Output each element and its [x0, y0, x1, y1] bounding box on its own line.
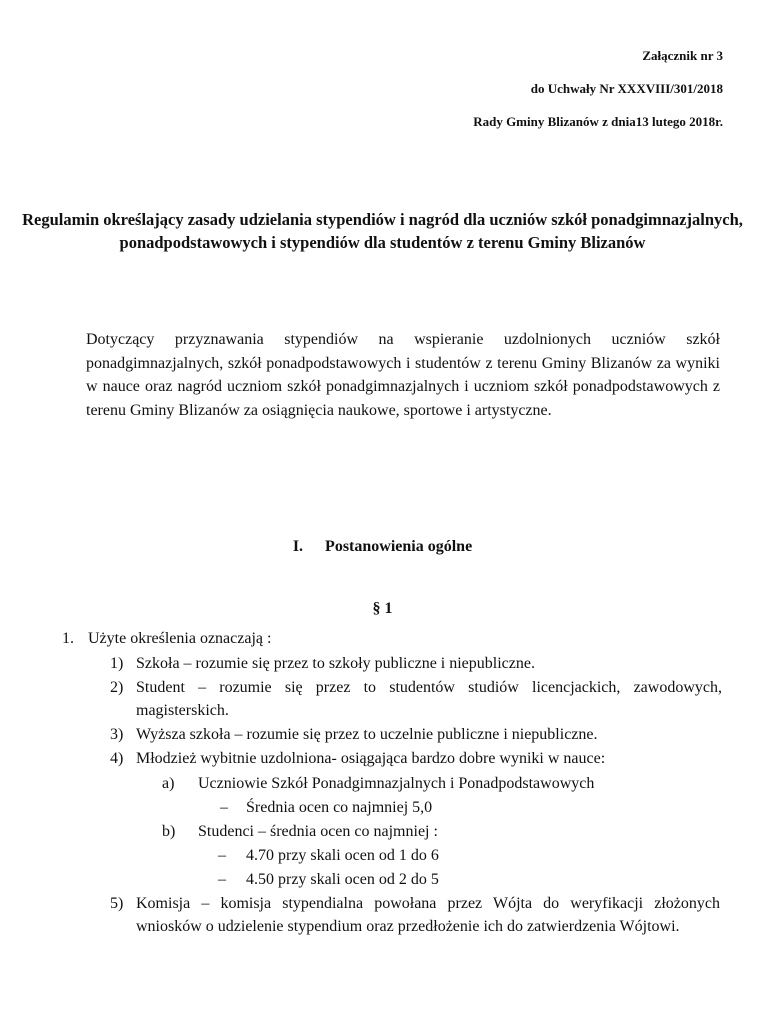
- sub-item-3-marker: 3): [110, 726, 124, 743]
- sub-item-1-marker: 1): [110, 655, 124, 672]
- dash-bullet: –: [218, 871, 226, 888]
- sub-item-2-marker: 2): [110, 679, 124, 696]
- sub-item-4-text: Młodzież wybitnie uzdolniona- osiągająca bardzo dobre wyniki w nauce:: [136, 750, 606, 767]
- council-date: Rady Gminy Blizanów z dnia13 lutego 2018r.: [473, 114, 723, 129]
- average-requirement-scale-2-5: 4.50 przy skali ocen od 2 do 5: [246, 871, 439, 888]
- section-title: Postanowienia ogólne: [325, 538, 473, 555]
- section-heading: [0, 538, 765, 556]
- sub-item-1-text: Szkoła – rozumie się przez to szkoły publiczne i niepubliczne.: [136, 655, 535, 672]
- intro-paragraph: Dotyczący przyznawania stypendiów na wspieranie uzdolnionych uczniów szkół ponadgimnazjalnych, szkół ponadpodstawowych i studentów z terenu Gminy Blizanów za wyniki w nauce oraz nagród uczniom szkół ponadgimnazjalnych i uczniom szkół ponadpodstawowych z terenu Gminy Blizanów za osiągnięcia naukowe, sportowe i artystyczne.: [86, 331, 720, 419]
- sub-sub-item-b-marker: b): [162, 823, 176, 840]
- section-number: I.: [292, 538, 304, 555]
- paragraph-mark: § 1: [372, 600, 393, 617]
- attachment-number: Załącznik nr 3: [642, 48, 723, 63]
- sub-item-2-text: Student – rozumie się przez to studentów studiów licencjackich, zawodowych, magisterskich.: [136, 679, 722, 719]
- sub-sub-item-a-text: Uczniowie Szkół Ponadgimnazjalnych i Ponadpodstawowych: [198, 775, 595, 792]
- list-item-1-text: Użyte określenia oznaczają :: [88, 630, 272, 647]
- average-requirement-pupils: Średnia ocen co najmniej 5,0: [246, 799, 433, 816]
- sub-item-5-text: Komisja – komisja stypendialna powołana przez Wójta do weryfikacji złożonych wniosków o udzielenie stypendium oraz przedłożenie ich do zatwierdzenia Wójtowi.: [136, 895, 720, 935]
- sub-sub-item-b-text: Studenci – średnia ocen co najmniej :: [198, 823, 438, 840]
- sub-item-3-text: Wyższa szkoła – rozumie się przez to uczelnie publiczne i niepubliczne.: [136, 726, 598, 743]
- dash-bullet: –: [220, 799, 228, 816]
- sub-item-4-marker: 4): [110, 750, 124, 767]
- resolution-number: do Uchwały Nr XXXVIII/301/2018: [530, 81, 723, 96]
- sub-sub-item-a-marker: a): [162, 775, 175, 792]
- sub-item-5-marker: 5): [110, 895, 124, 912]
- list-item-1-marker: 1.: [62, 630, 74, 647]
- document-title: Regulamin określający zasady udzielania stypendiów i nagród dla uczniów szkół ponadgimnazjalnych, ponadpodstawowych i stypendiów dla studentów z terenu Gminy Blizanów: [22, 210, 743, 252]
- dash-bullet: –: [218, 847, 226, 864]
- average-requirement-scale-1-6: 4.70 przy skali ocen od 1 do 6: [246, 847, 439, 864]
